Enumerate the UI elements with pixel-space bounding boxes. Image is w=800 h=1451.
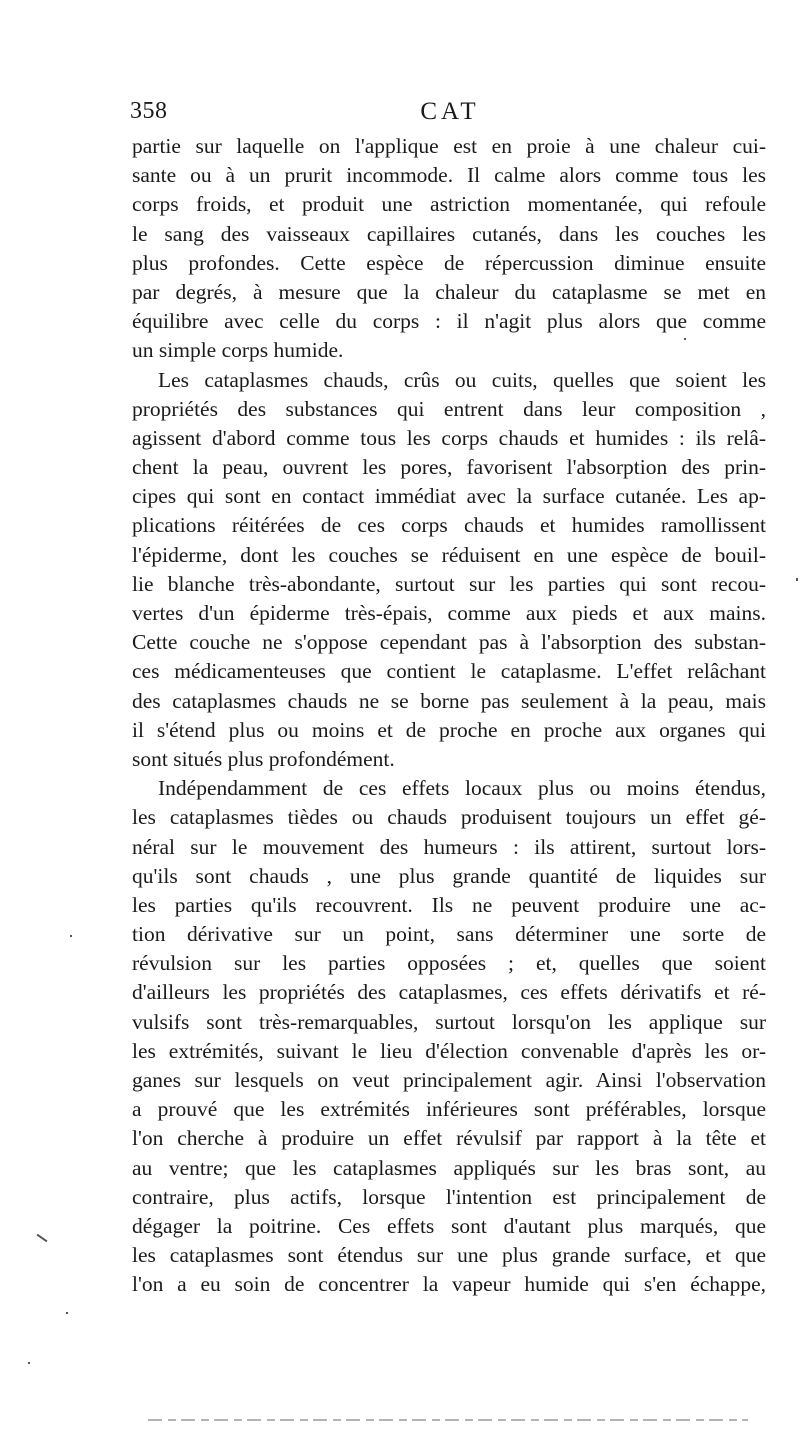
text-line: ganes sur lesquels on veut principalement agir. Ainsi l'observation	[132, 1068, 766, 1092]
text-line: l'on cherche à produire un effet révulsif par rapport à la tête et	[132, 1126, 766, 1151]
text-line: par degrés, à mesure que la chaleur du cataplasme se met en	[132, 279, 766, 304]
scan-speck	[66, 1312, 68, 1314]
text-line: qu'ils sont chauds , une plus grande quantité de liquides sur	[132, 863, 766, 888]
text-line: équilibre avec celle du corps : il n'agit plus alors que comme	[132, 309, 766, 334]
text-line: ces médicamenteuses que contient le cataplasme. L'effet relâchant	[132, 659, 766, 684]
text-line: corps froids, et produit une astriction momentanée, qui refoule	[132, 192, 766, 217]
text-line: un simple corps humide.	[132, 338, 344, 363]
bottom-dashed-rule	[148, 1419, 748, 1421]
text-line: vulsifs sont très-remarquables, surtout lorsqu'on les applique sur	[132, 1009, 766, 1034]
scan-speck	[796, 578, 798, 581]
text-line: l'on a eu soin de concentrer la vapeur humide qui s'en échappe,	[132, 1272, 766, 1297]
text-line: l'épiderme, dont les couches se réduisent en une espèce de bouil-	[132, 542, 766, 567]
text-line: plications réitérées de ces corps chauds et humides ramollissent	[132, 513, 766, 538]
text-line: les cataplasmes sont étendus sur une plus grande surface, et que	[132, 1243, 766, 1268]
text-line: les cataplasmes tièdes ou chauds produisent toujours un effet gé-	[132, 805, 766, 830]
text-line: lie blanche très-abondante, surtout sur les parties qui sont recou-	[132, 571, 766, 596]
text-line: tion dérivative sur un point, sans déterminer une sorte de	[132, 922, 766, 947]
text-line: le sang des vaisseaux capillaires cutanés, dans les couches les	[132, 221, 766, 246]
text-line: propriétés des substances qui entrent dans leur composition ,	[132, 396, 766, 421]
scan-speck	[37, 1234, 48, 1243]
text-line: agissent d'abord comme tous les corps chauds et humides : ils relâ-	[132, 425, 766, 450]
text-line: néral sur le mouvement des humeurs : ils attirent, surtout lors-	[132, 834, 766, 859]
text-line: au ventre; que les cataplasmes appliqués sur les bras sont, au	[132, 1155, 766, 1180]
paragraph-first-line: Indépendamment de ces effets locaux plus ou moins étendus,	[158, 776, 766, 801]
text-line: cipes qui sont en contact immédiat avec la surface cutanée. Les ap-	[132, 484, 766, 509]
text-line: les parties qu'ils recouvrent. Ils ne peuvent produire une ac-	[132, 892, 766, 917]
text-line: sont situés plus profondément.	[132, 746, 395, 771]
text-line: plus profondes. Cette espèce de répercussion diminue ensuite	[132, 250, 766, 275]
body-text	[132, 132, 766, 1300]
text-line: il s'étend plus ou moins et de proche en proche aux organes qui	[132, 717, 766, 742]
text-line: Cette couche ne s'oppose cependant pas à l'absorption des substan-	[132, 630, 766, 655]
text-line: a prouvé que les extrémités inférieures sont préférables, lorsque	[132, 1097, 766, 1122]
scan-speck	[684, 338, 686, 340]
text-line: révulsion sur les parties opposées ; et, quelles que soient	[132, 951, 766, 976]
running-title: CAT	[420, 98, 480, 125]
text-line: contraire, plus actifs, lorsque l'intention est principalement de	[132, 1184, 766, 1209]
text-line: d'ailleurs les propriétés des cataplasmes, ces effets dérivatifs et ré-	[132, 980, 766, 1005]
scan-speck	[28, 1362, 30, 1364]
text-line: dégager la poitrine. Ces effets sont d'autant plus marqués, que	[132, 1213, 766, 1238]
text-line: partie sur laquelle on l'applique est en proie à une chaleur cui-	[132, 134, 766, 158]
paragraph-first-line: Les cataplasmes chauds, crûs ou cuits, quelles que soient les	[158, 367, 766, 392]
text-line: chent la peau, ouvrent les pores, favorisent l'absorption des prin-	[132, 455, 766, 480]
running-head	[130, 98, 770, 132]
text-line: vertes d'un épiderme très-épais, comme aux pieds et aux mains.	[132, 601, 766, 625]
text-line: des cataplasmes chauds ne se borne pas seulement à la peau, mais	[132, 688, 766, 713]
text-line: les extrémités, suivant le lieu d'élection convenable d'après les or-	[132, 1038, 766, 1063]
page-number: 358	[130, 98, 168, 124]
scan-speck	[70, 935, 72, 937]
text-line: sante ou à un prurit incommode. Il calme alors comme tous les	[132, 163, 766, 188]
